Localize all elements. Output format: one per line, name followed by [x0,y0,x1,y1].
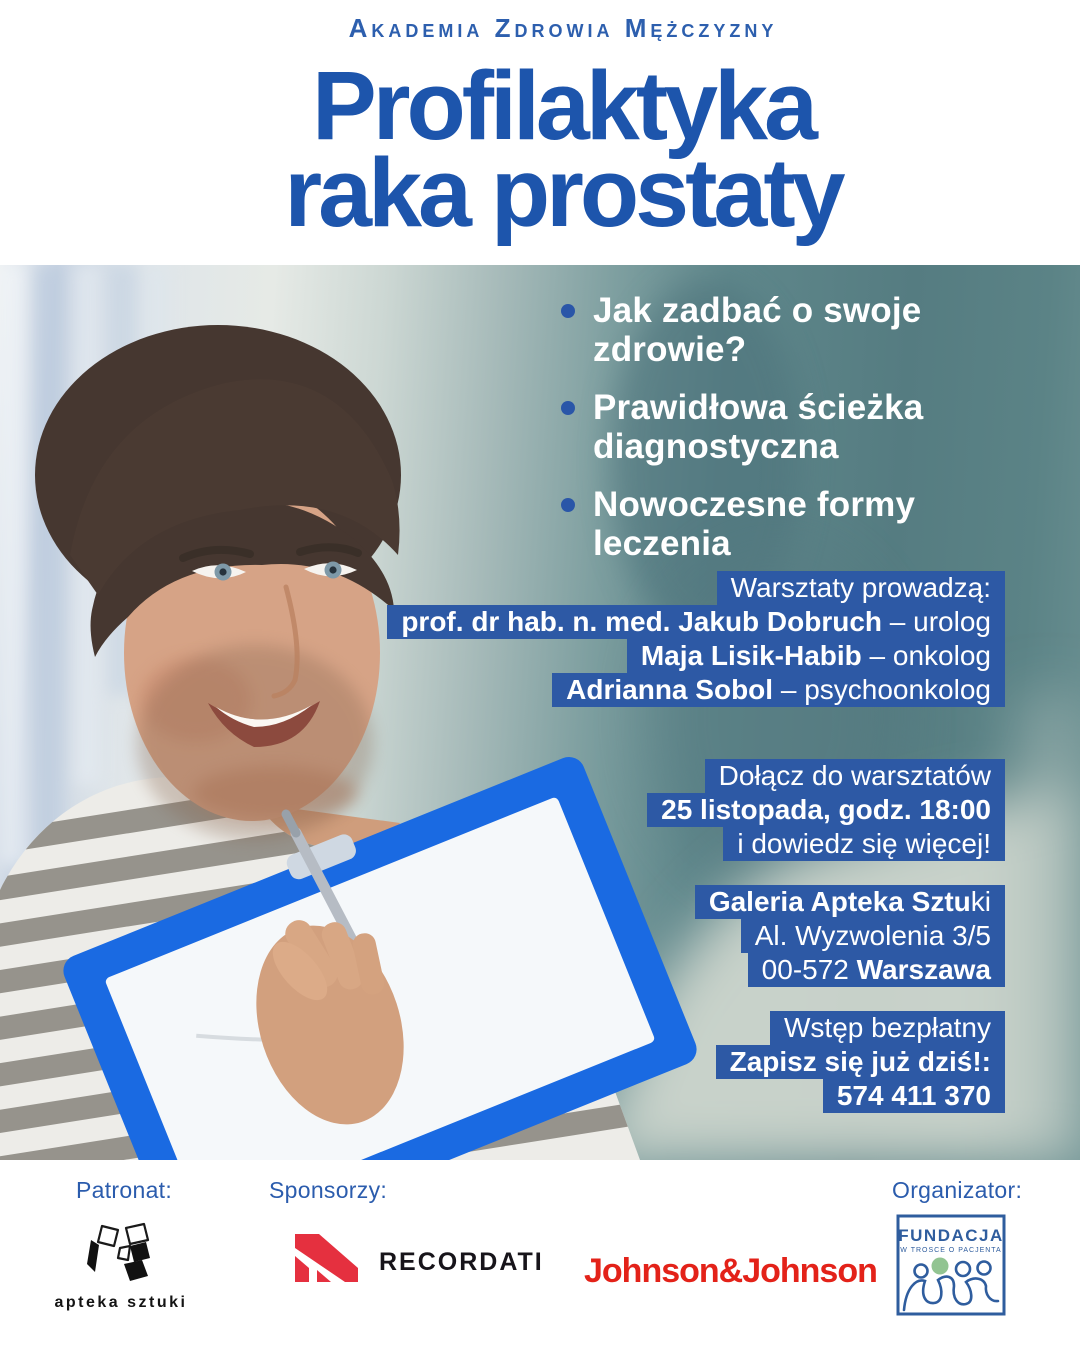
fundacja-tagline: W TROSCE O PACJENTA [900,1247,1002,1254]
info-line: Al. Wyzwolenia 3/5 [741,919,1005,953]
speakers-box [387,571,1005,707]
apteka-sztuki-icon [82,1220,160,1284]
join-box [647,759,1005,861]
info-line: Warsztaty prowadzą: [717,571,1005,605]
apteka-sztuki-wordmark: apteka sztuki [54,1294,188,1311]
info-line: 00-572 Warszawa [748,953,1005,987]
fundacja-wordmark: FUNDACJA [898,1226,1004,1245]
patronat-label: Patronat: [76,1177,173,1203]
info-line: 574 411 370 [823,1079,1005,1113]
header [0,0,1080,265]
apteka-sztuki-logo [46,1220,196,1312]
info-line: Adrianna Sobol – psychoonkolog [552,673,1005,707]
organizer-label: Organizator: [892,1177,1023,1203]
footer [0,1160,1080,1350]
poster-title-line1: Profilaktyka [312,51,814,160]
sponsors-label: Sponsorzy: [269,1177,388,1203]
topic-item: Nowoczesne formy leczenia [593,485,923,563]
recordati-icon [293,1234,359,1282]
info-line: 25 listopada, godz. 18:00 [647,793,1005,827]
info-line: Wstęp bezpłatny [770,1011,1005,1045]
info-line: Galeria Apteka Sztuki [695,885,1005,919]
info-line: Maja Lisik-Habib – onkolog [627,639,1005,673]
info-line: i dowiedz się więcej! [723,827,1005,861]
jnj-logo: Johnson&Johnson [584,1252,877,1290]
fundacja-icon [896,1214,1006,1316]
recordati-wordmark: RECORDATI [379,1248,544,1276]
recordati-logo [293,1234,544,1282]
poster-title-line2: raka prostaty [284,138,842,247]
topic-item: Jak zadbać o swoje zdrowie? [593,291,922,369]
info-line: prof. dr hab. n. med. Jakub Dobruch – urolog [387,605,1005,639]
topic-item: Prawidłowa ścieżka diagnostyczna [593,388,924,466]
fundacja-logo [896,1214,1006,1321]
topics-list [593,291,923,582]
info-line: Dołącz do warsztatów [705,759,1005,793]
info-line: Zapisz się już dziś!: [716,1045,1005,1079]
venue-box [695,885,1005,987]
signup-box [716,1011,1005,1113]
poster-title [46,51,1080,247]
kicker: Akademia Zdrowia Mężczyzny [348,13,778,43]
